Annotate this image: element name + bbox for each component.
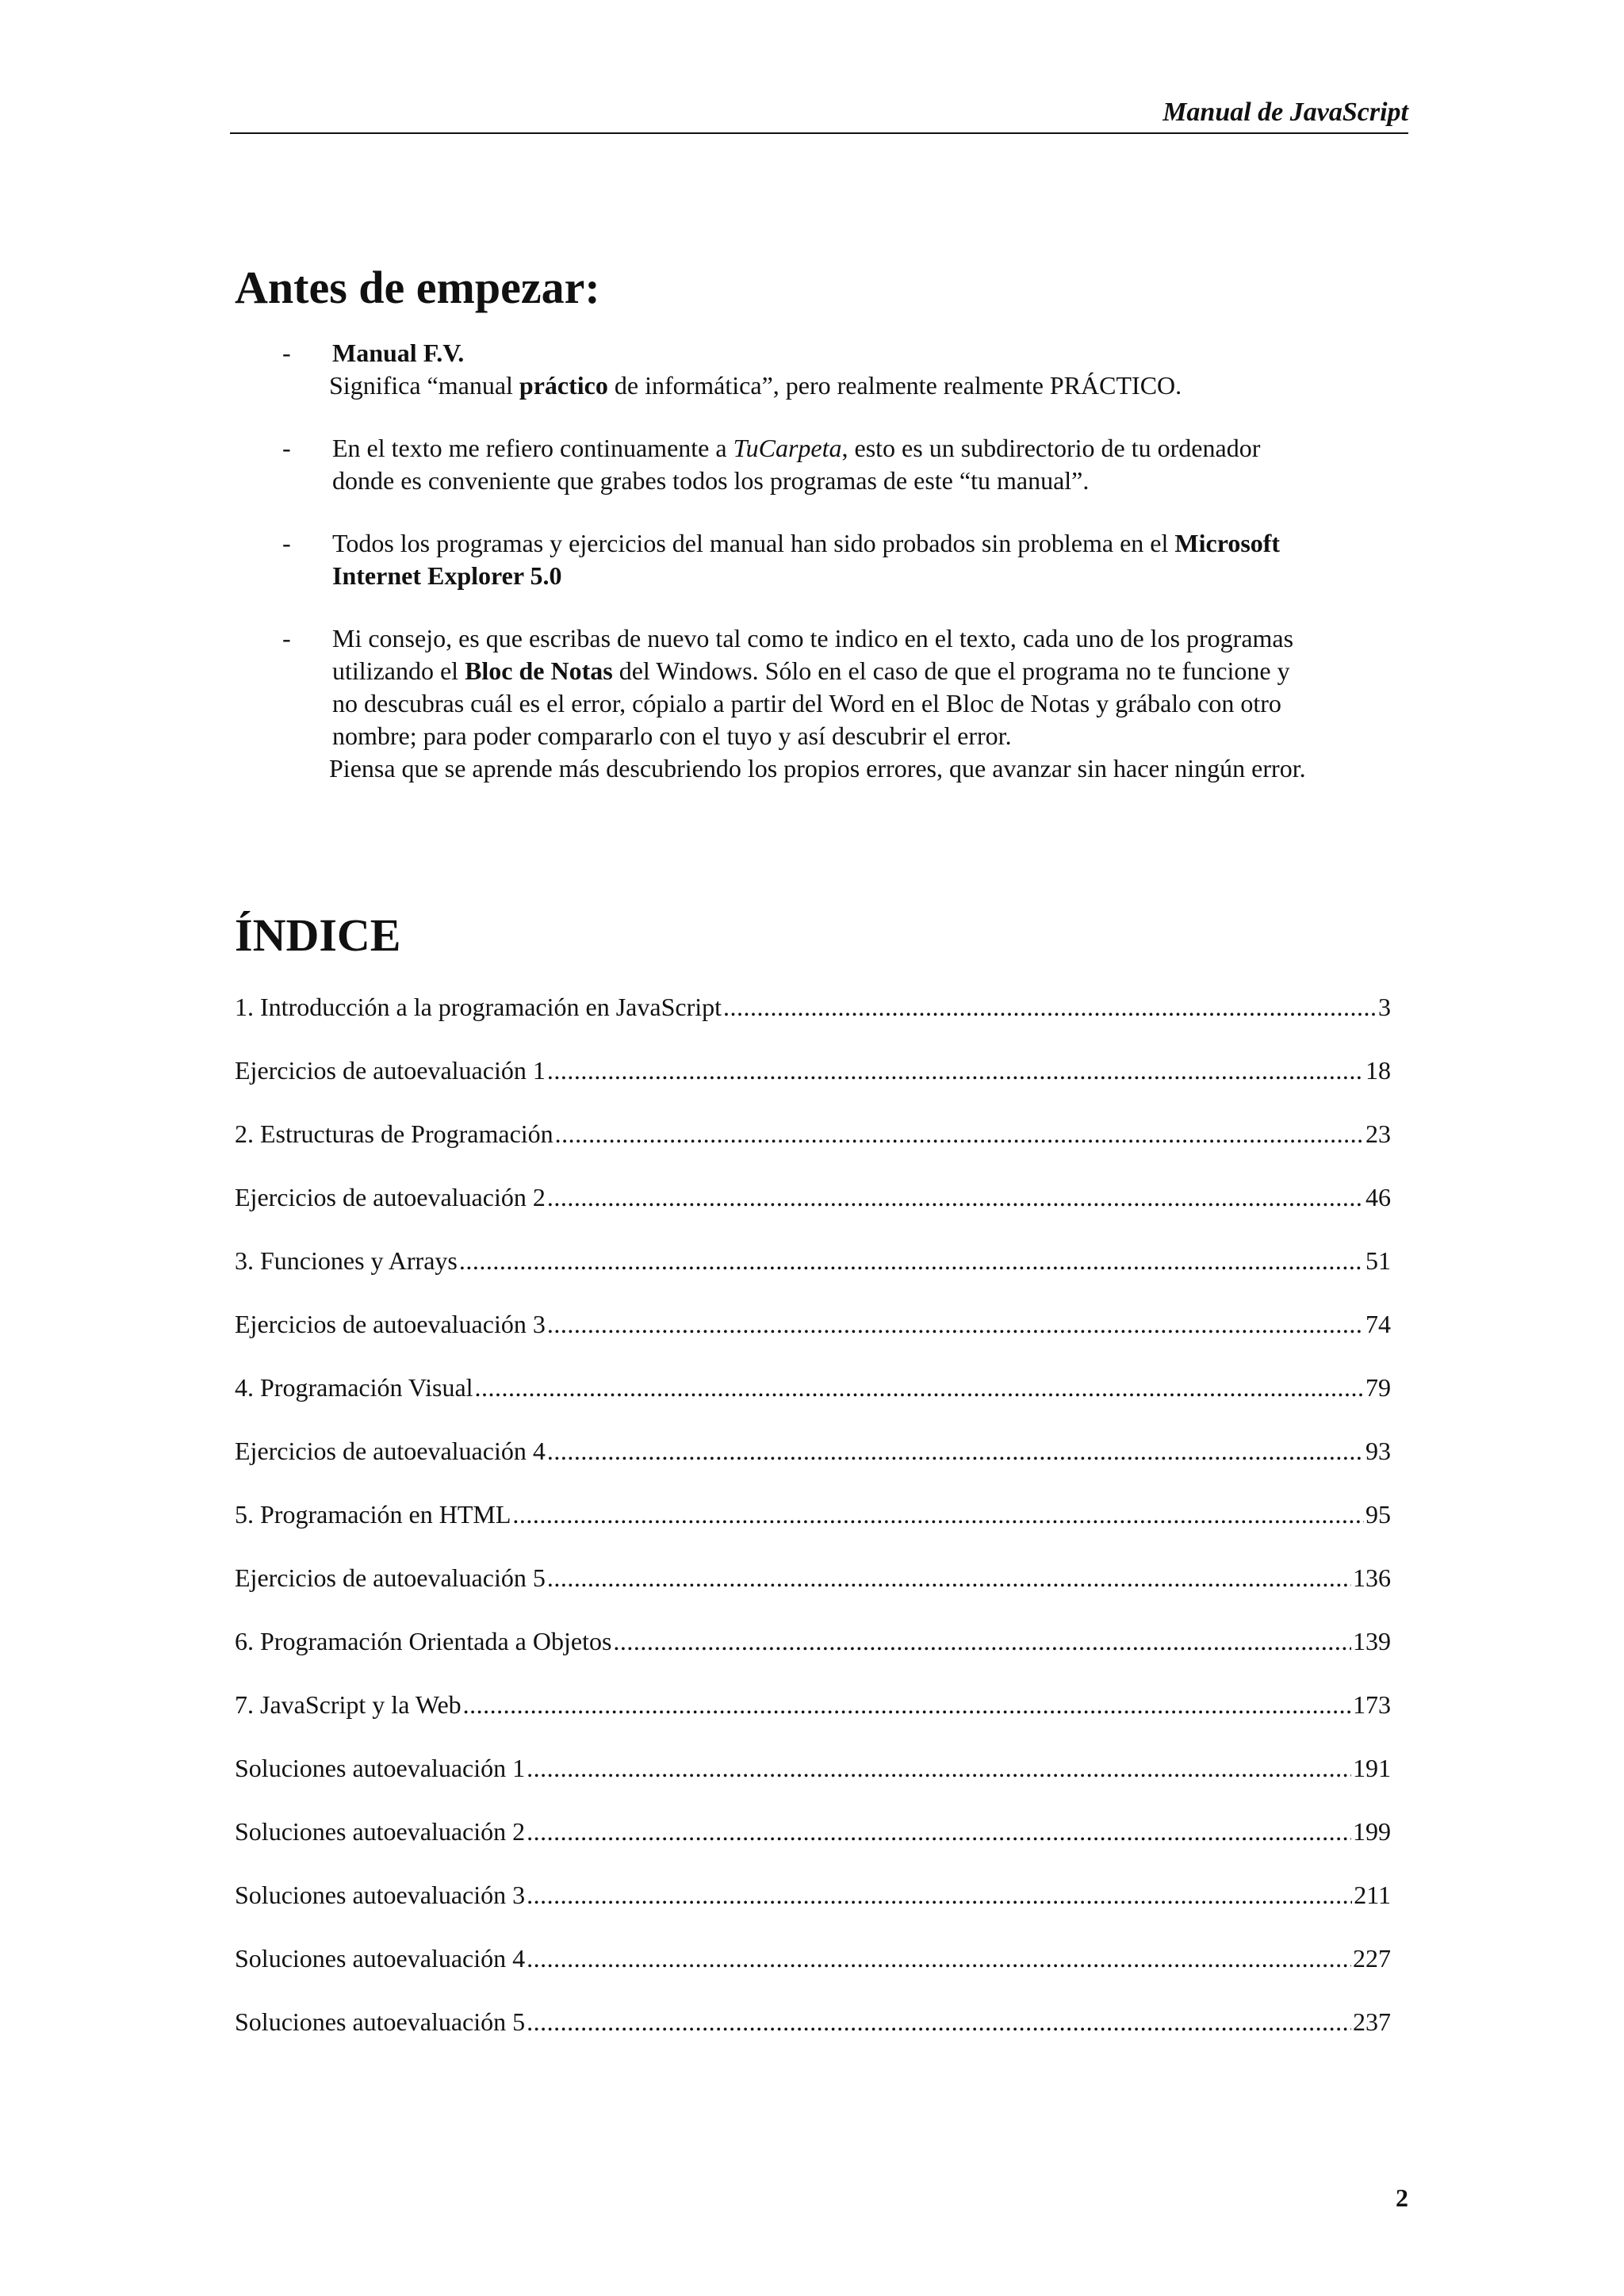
toc-entry[interactable] xyxy=(235,1562,1391,1625)
toc-entry-page: 93 xyxy=(1365,1437,1391,1465)
intro-line xyxy=(332,622,1408,655)
text-run: no descubras cuál es el error, cópialo a partir del Word en el Bloc de Notas y grábalo con otro xyxy=(332,689,1281,718)
toc-entry[interactable] xyxy=(235,1816,1391,1879)
toc-entry-label: Ejercicios de autoevaluación 2 xyxy=(235,1183,546,1211)
toc-entry[interactable] xyxy=(235,1689,1391,1752)
toc-dot-leader xyxy=(613,1625,1351,1658)
text-run: Internet Explorer 5.0 xyxy=(332,561,562,590)
toc-dot-leader xyxy=(527,1879,1352,1911)
toc-entry-page: 136 xyxy=(1353,1563,1391,1592)
text-run: Todos los programas y ejercicios del manual han sido probados sin problema en el xyxy=(332,529,1175,557)
text-run: del Windows. Sólo en el caso de que el programa no te funcione y xyxy=(612,656,1290,685)
toc-entry-label: Soluciones autoevaluación 3 xyxy=(235,1881,526,1909)
text-run: Mi consejo, es que escribas de nuevo tal como te indico en el texto, cada uno de los programas xyxy=(332,624,1294,652)
toc-entry[interactable] xyxy=(235,1942,1391,2006)
toc-entry[interactable] xyxy=(235,1498,1391,1562)
toc-entry-label: Ejercicios de autoevaluación 4 xyxy=(235,1437,546,1465)
text-run: donde es conveniente que grabes todos los programas de este “tu manual”. xyxy=(332,466,1090,495)
text-run: de informática”, pero realmente realmente PRÁCTICO. xyxy=(607,371,1182,400)
text-run: utilizando el xyxy=(332,656,465,685)
toc-entry-label: Ejercicios de autoevaluación 5 xyxy=(235,1563,546,1592)
toc-entry-label: Soluciones autoevaluación 2 xyxy=(235,1817,526,1846)
toc-entry[interactable] xyxy=(235,1054,1391,1118)
intro-line xyxy=(332,337,1408,369)
text-run: Manual F.V. xyxy=(332,339,465,367)
page-number: 2 xyxy=(1396,2183,1408,2212)
toc-entry-label: Ejercicios de autoevaluación 3 xyxy=(235,1310,546,1338)
toc-entry[interactable] xyxy=(235,2006,1391,2069)
intro-list-item xyxy=(235,527,1408,592)
intro-line xyxy=(332,465,1408,497)
toc-title: ÍNDICE xyxy=(235,909,401,961)
toc-entry[interactable] xyxy=(235,1245,1391,1308)
toc-dot-leader xyxy=(527,2006,1351,2038)
toc-dot-leader xyxy=(512,1498,1364,1531)
toc-entry[interactable] xyxy=(235,1752,1391,1816)
toc-entry-page: 173 xyxy=(1353,1690,1391,1719)
toc-entry-label: Soluciones autoevaluación 4 xyxy=(235,1944,526,1973)
intro-list-item xyxy=(235,432,1408,497)
toc-entry-label: 4. Programación Visual xyxy=(235,1373,473,1402)
toc-entry-label: Soluciones autoevaluación 5 xyxy=(235,2007,526,2036)
toc-entry-page: 211 xyxy=(1354,1881,1391,1909)
intro-list-item xyxy=(235,622,1408,785)
toc-entry-page: 95 xyxy=(1365,1500,1391,1529)
toc-dot-leader xyxy=(723,991,1377,1024)
toc-entry-page: 18 xyxy=(1365,1056,1391,1085)
toc-entry-label: Soluciones autoevaluación 1 xyxy=(235,1754,526,1782)
text-run: TuCarpeta xyxy=(733,434,842,462)
toc-entry-page: 227 xyxy=(1353,1944,1391,1973)
toc-dot-leader xyxy=(527,1752,1351,1785)
section-title-antes-de-empezar: Antes de empezar: xyxy=(235,262,600,313)
toc-entry[interactable] xyxy=(235,1372,1391,1435)
toc-entry-page: 237 xyxy=(1353,2007,1391,2036)
text-run: En el texto me refiero continuamente a xyxy=(332,434,733,462)
toc-entry[interactable] xyxy=(235,1118,1391,1181)
list-dash-marker: - xyxy=(282,339,291,367)
toc-entry-page: 74 xyxy=(1365,1310,1391,1338)
toc-dot-leader xyxy=(547,1054,1364,1087)
toc-dot-leader xyxy=(555,1118,1364,1150)
running-header-title: Manual de JavaScript xyxy=(1162,98,1408,127)
intro-line xyxy=(332,655,1408,687)
list-dash-marker: - xyxy=(282,434,291,462)
intro-line xyxy=(332,527,1408,560)
table-of-contents xyxy=(235,991,1391,2069)
intro-list-item xyxy=(235,337,1408,402)
list-dash-marker: - xyxy=(282,624,291,652)
toc-dot-leader xyxy=(527,1942,1351,1975)
toc-entry-label: 6. Programación Orientada a Objetos xyxy=(235,1627,612,1655)
text-run: , esto es un subdirectorio de tu ordenador xyxy=(841,434,1261,462)
intro-line xyxy=(332,687,1408,720)
intro-line xyxy=(329,752,1408,785)
header-rule xyxy=(230,132,1408,134)
toc-entry-page: 199 xyxy=(1353,1817,1391,1846)
toc-entry-page: 191 xyxy=(1353,1754,1391,1782)
toc-entry-page: 3 xyxy=(1378,993,1391,1021)
toc-entry-page: 139 xyxy=(1353,1627,1391,1655)
toc-entry[interactable] xyxy=(235,1879,1391,1942)
toc-entry-label: 5. Programación en HTML xyxy=(235,1500,511,1529)
text-run: práctico xyxy=(519,371,608,400)
text-run: Microsoft xyxy=(1174,529,1281,557)
toc-dot-leader xyxy=(527,1816,1351,1848)
toc-entry[interactable] xyxy=(235,1435,1391,1498)
toc-entry-label: 7. JavaScript y la Web xyxy=(235,1690,462,1719)
toc-dot-leader xyxy=(475,1372,1364,1404)
intro-line xyxy=(332,720,1408,752)
toc-entry-page: 51 xyxy=(1365,1246,1391,1275)
toc-entry[interactable] xyxy=(235,1308,1391,1372)
text-run: Piensa que se aprende más descubriendo los propios errores, que avanzar sin hacer ningún error. xyxy=(329,754,1306,783)
toc-entry-label: 3. Funciones y Arrays xyxy=(235,1246,458,1275)
text-run: Bloc de Notas xyxy=(465,656,613,685)
intro-line xyxy=(332,560,1408,592)
intro-line xyxy=(329,369,1408,402)
list-dash-marker: - xyxy=(282,529,291,557)
text-run: nombre; para poder compararlo con el tuyo y así descubrir el error. xyxy=(332,721,1012,750)
toc-dot-leader xyxy=(547,1308,1364,1341)
intro-bullet-list xyxy=(235,337,1408,815)
text-run: Significa “manual xyxy=(329,371,519,400)
toc-entry-label: 2. Estructuras de Programación xyxy=(235,1119,553,1148)
toc-entry[interactable] xyxy=(235,1181,1391,1245)
toc-dot-leader xyxy=(547,1181,1364,1214)
toc-entry-label: 1. Introducción a la programación en JavaScript xyxy=(235,993,722,1021)
toc-entry[interactable] xyxy=(235,1625,1391,1689)
toc-entry-page: 23 xyxy=(1365,1119,1391,1148)
toc-entry[interactable] xyxy=(235,991,1391,1054)
toc-entry-page: 46 xyxy=(1365,1183,1391,1211)
intro-line xyxy=(332,432,1408,465)
toc-dot-leader xyxy=(463,1689,1351,1721)
toc-entry-page: 79 xyxy=(1365,1373,1391,1402)
toc-dot-leader xyxy=(459,1245,1364,1277)
toc-dot-leader xyxy=(547,1562,1351,1594)
toc-entry-label: Ejercicios de autoevaluación 1 xyxy=(235,1056,546,1085)
toc-dot-leader xyxy=(547,1435,1364,1468)
